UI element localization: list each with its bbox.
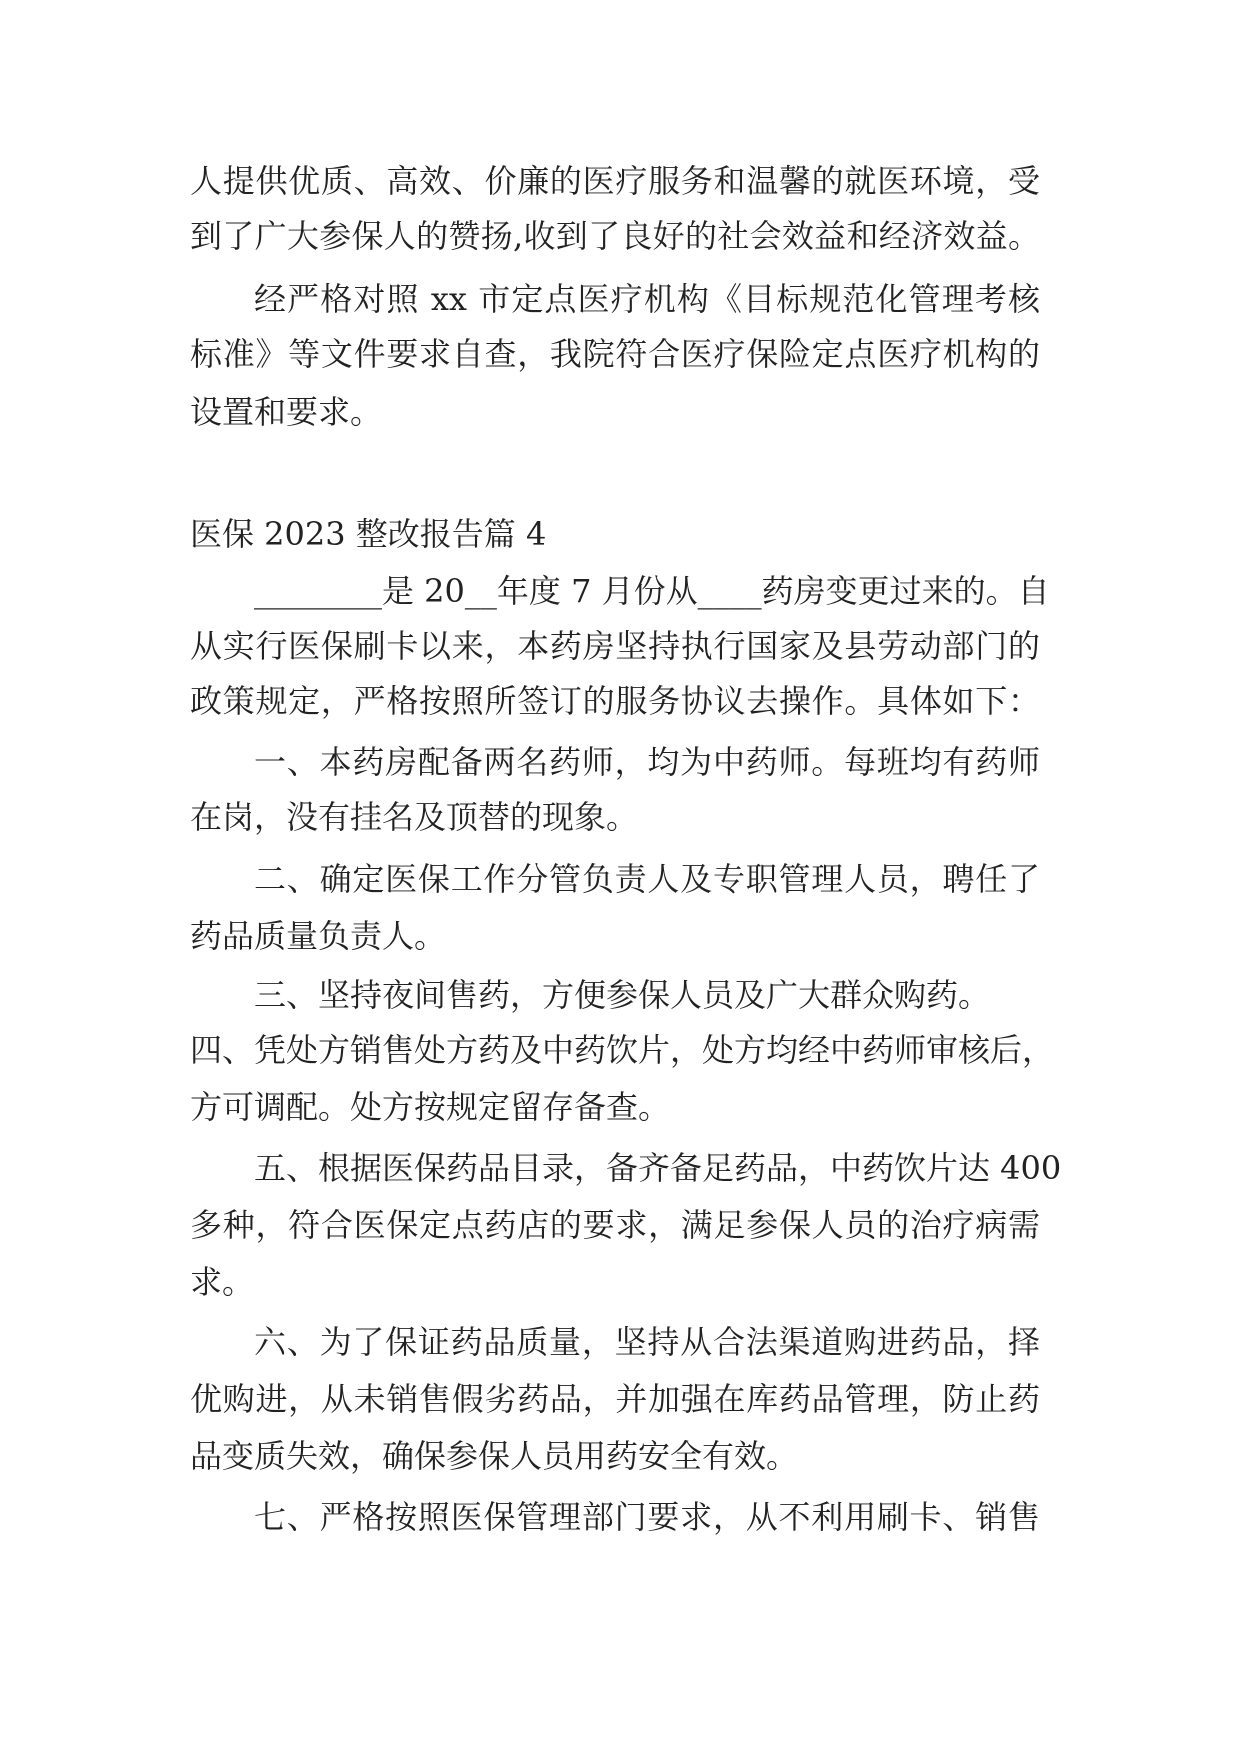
text-line: 多种，符合医保定点药店的要求，满足参保人员的治疗病需 bbox=[190, 1206, 1040, 1244]
text-line: 设置和要求。 bbox=[190, 393, 383, 431]
text-line: 五、根据医保药品目录，备齐备足药品，中药饮片达 400 bbox=[254, 1149, 1062, 1187]
text-line: 从实行医保刷卡以来，本药房坚持执行国家及县劳动部门的 bbox=[190, 627, 1040, 665]
text-line: 人提供优质、高效、价廉的医疗服务和温馨的就医环境，受 bbox=[190, 162, 1040, 200]
text-line: ________是 20__年度 7 月份从____药房变更过来的。自 bbox=[254, 572, 1050, 610]
text-line: 一、本药房配备两名药师，均为中药师。每班均有药师 bbox=[254, 743, 1040, 781]
text-line: 七、严格按照医保管理部门要求，从不利用刷卡、销售 bbox=[254, 1498, 1040, 1536]
text-line: 二、确定医保工作分管负责人及专职管理人员，聘任了 bbox=[254, 860, 1040, 898]
text-line: 经严格对照 xx 市定点医疗机构《目标规范化管理考核 bbox=[254, 280, 1040, 318]
text-line: 三、坚持夜间售药，方便参保人员及广大群众购药。 bbox=[254, 976, 991, 1014]
text-line: 在岗，没有挂名及顶替的现象。 bbox=[190, 798, 639, 836]
text-line: 优购进，从未销售假劣药品，并加强在库药品管理，防止药 bbox=[190, 1380, 1040, 1418]
text-line: 四、凭处方销售处方药及中药饮片，处方均经中药师审核后， bbox=[190, 1031, 1055, 1069]
text-line: 求。 bbox=[190, 1263, 255, 1301]
text-line: 政策规定，严格按照所签订的服务协议去操作。具体如下： bbox=[190, 682, 1040, 720]
text-line: 品变质失效，确保参保人员用药安全有效。 bbox=[190, 1437, 799, 1475]
text-line: 方可调配。处方按规定留存备查。 bbox=[190, 1088, 671, 1126]
text-line: 六、为了保证药品质量，坚持从合法渠道购进药品，择 bbox=[254, 1323, 1040, 1361]
text-line: 到了广大参保人的赞扬,收到了良好的社会效益和经济效益。 bbox=[190, 217, 1040, 255]
text-line: 标准》等文件要求自查，我院符合医疗保险定点医疗机构的 bbox=[190, 335, 1040, 373]
section-heading: 医保 2023 整改报告篇 4 bbox=[190, 515, 547, 553]
text-line: 药品质量负责人。 bbox=[190, 917, 447, 955]
